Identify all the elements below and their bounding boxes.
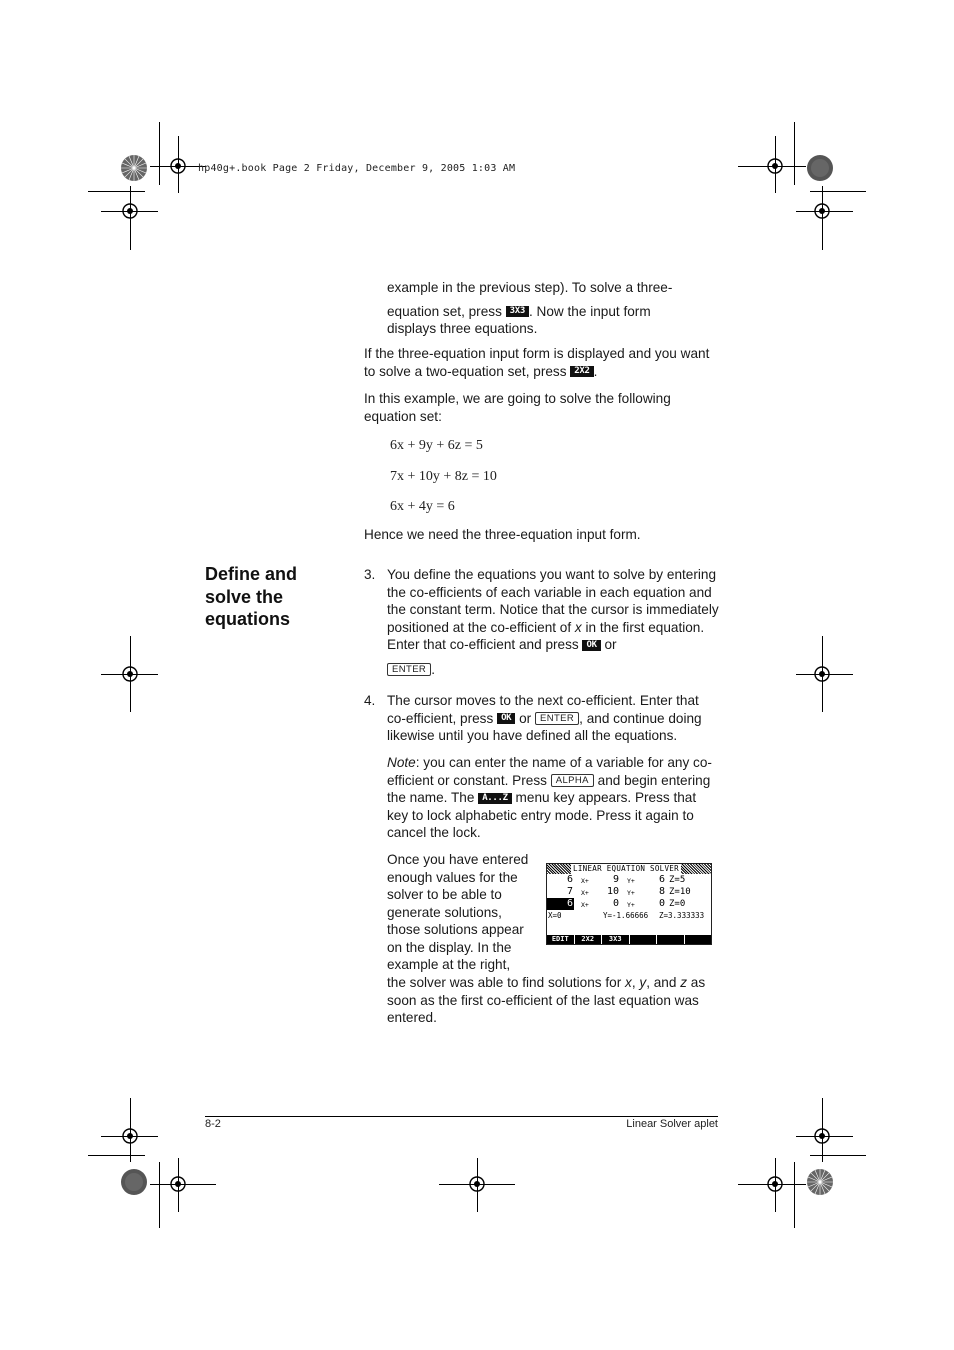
- step-3-end: .: [431, 661, 435, 677]
- y-label: Y+: [627, 877, 635, 885]
- intro-line-2: [387, 303, 722, 321]
- gray-target-icon: [806, 154, 834, 182]
- screen-equation-row: [547, 886, 711, 898]
- once-rest-a: the solver was able to find solutions for: [387, 975, 626, 990]
- once-line: solver to be able to: [387, 887, 502, 902]
- var-x: x: [574, 619, 582, 635]
- menu-key-ok: OK: [582, 640, 600, 651]
- var-z: z: [680, 975, 687, 990]
- menu-3x3: 3X3: [602, 935, 630, 944]
- menu-empty: [685, 935, 712, 944]
- star-target-icon: [120, 154, 148, 182]
- menu-2x2: 2X2: [575, 935, 603, 944]
- once-paragraph-top: [387, 851, 547, 974]
- once-line: enough values for the: [387, 869, 518, 885]
- screen-equation-row: [547, 874, 711, 886]
- intro-line-3: displays three equations.: [387, 321, 538, 336]
- step-4-text-a: The cursor moves to the next co-efficient. Enter that co-efficient, press: [387, 693, 699, 726]
- chapter-title: Linear Solver aplet: [626, 1118, 718, 1130]
- intro-line-2a: equation set, press: [387, 303, 506, 319]
- solution-y: Y=-1.66666: [603, 911, 649, 920]
- coef-b: 0: [613, 898, 620, 909]
- once-line: example at the right,: [387, 957, 511, 972]
- coef-a: 6: [567, 874, 574, 885]
- step-3-text: [387, 566, 719, 678]
- gray-target-icon: [120, 1168, 148, 1196]
- solution-z: Z=3.333333: [659, 911, 705, 920]
- z-constant: Z=0: [669, 899, 686, 909]
- registration-target-icon: [119, 200, 141, 222]
- equation-3: 6x + 4y = 6: [390, 499, 455, 514]
- intro-line-1: example in the previous step). To solve a three-: [387, 280, 673, 295]
- equation-2: 7x + 10y + 8z = 10: [390, 469, 497, 484]
- hence-paragraph: Hence we need the three-equation input form.: [364, 527, 641, 542]
- coef-c: 6: [659, 874, 666, 885]
- step-4-or: or: [515, 710, 535, 726]
- screen-equation-row: [547, 898, 711, 910]
- note-text-b: and begin entering the name. The: [387, 772, 711, 805]
- coef-a: 7: [567, 886, 574, 897]
- coef-c: 8: [659, 886, 666, 897]
- screen-title: LINEAR EQUATION SOLVER: [573, 864, 679, 873]
- registration-target-icon: [811, 200, 833, 222]
- step-3-text-b: in the first equation. Enter that co-efficient and press: [387, 619, 705, 652]
- registration-target-icon: [811, 1125, 833, 1147]
- y-label: Y+: [627, 901, 635, 909]
- step-4-text-b: , and continue doing likewise until you have defined all the equations.: [387, 710, 702, 743]
- x-label: X+: [581, 901, 589, 909]
- enter-key: ENTER: [387, 663, 431, 676]
- menu-key-ok: OK: [497, 713, 515, 724]
- two-eq-end: .: [593, 363, 598, 379]
- once-line: Once you have entered: [387, 852, 529, 867]
- step-3-number: 3.: [364, 567, 376, 582]
- note-text-c: menu key appears. Press that key to lock alphabetic entry mode. Press it again to cancel the lock.: [387, 790, 697, 840]
- menu-key-3x3: 3X3: [506, 306, 529, 317]
- z-constant: Z=10: [669, 887, 691, 897]
- coef-a-selected: 6: [547, 898, 574, 910]
- note-paragraph: [387, 754, 721, 842]
- footer-rule: [205, 1116, 718, 1117]
- registration-target-icon: [466, 1173, 488, 1195]
- page-number: 8-2: [205, 1118, 221, 1130]
- coef-b: 9: [613, 874, 620, 885]
- registration-target-icon: [119, 663, 141, 685]
- step-3-text-a: You define the equations you want to solve by entering the co-efficients of each variable in each equation and the constant term. Notice that the cursor is immediately positioned at the co-efficient of: [387, 567, 719, 635]
- var-y: y: [639, 975, 647, 990]
- screen-solution-row: [547, 910, 711, 921]
- star-target-icon: [806, 1168, 834, 1196]
- alpha-key: ALPHA: [551, 774, 594, 787]
- intro-continued: [387, 279, 722, 338]
- solution-x: X=0: [548, 911, 562, 920]
- print-slug: hp40g+.book Page 2 Friday, December 9, 2005 1:03 AM: [198, 163, 516, 174]
- menu-key-2x2: 2X2: [570, 366, 593, 377]
- menu-empty: [657, 935, 685, 944]
- section-heading: Define and solve the equations: [205, 564, 298, 629]
- two-equation-paragraph: [364, 345, 720, 380]
- coef-c: 0: [659, 898, 666, 909]
- two-eq-text: If the three-equation input form is displayed and you want to solve a two-equation set, press: [364, 346, 710, 379]
- screen-menu-bar: [547, 935, 711, 944]
- x-label: X+: [581, 889, 589, 897]
- step-3-or: or: [600, 637, 617, 652]
- registration-target-icon: [167, 1173, 189, 1195]
- registration-target-icon: [167, 155, 189, 177]
- once-rest-b: as soon as the first co-efficient of the last equation was entered.: [387, 975, 706, 1025]
- registration-target-icon: [764, 1173, 786, 1195]
- intro-line-2b: . Now the input form: [529, 303, 651, 319]
- note-text-a: : you can enter the name of a variable for any co-efficient or constant. Press: [387, 755, 712, 788]
- registration-target-icon: [811, 663, 833, 685]
- step-4-number: 4.: [364, 693, 376, 708]
- equation-1: 6x + 9y + 6z = 5: [390, 438, 483, 453]
- once-paragraph-bottom: [387, 974, 721, 1027]
- comma-and: , and: [646, 975, 681, 990]
- screen-title-bar: [547, 864, 711, 874]
- enter-key: ENTER: [535, 712, 579, 725]
- once-line: generate solutions,: [387, 904, 502, 920]
- x-label: X+: [581, 877, 589, 885]
- menu-key-a-z: A...Z: [478, 793, 512, 804]
- coef-b: 10: [607, 886, 620, 897]
- menu-edit: EDIT: [547, 935, 575, 944]
- step-4-text: [387, 692, 721, 745]
- menu-empty: [630, 935, 658, 944]
- note-label: Note: [387, 755, 416, 770]
- registration-target-icon: [764, 155, 786, 177]
- registration-target-icon: [119, 1125, 141, 1147]
- once-line: on the display. In the: [387, 939, 512, 955]
- var-x: x: [625, 975, 632, 990]
- z-constant: Z=5: [669, 875, 686, 885]
- calculator-screen: [546, 863, 712, 945]
- comma: ,: [631, 975, 640, 990]
- example-paragraph: In this example, we are going to solve the following equation set:: [364, 391, 671, 424]
- once-line: those solutions appear: [387, 922, 524, 937]
- y-label: Y+: [627, 889, 635, 897]
